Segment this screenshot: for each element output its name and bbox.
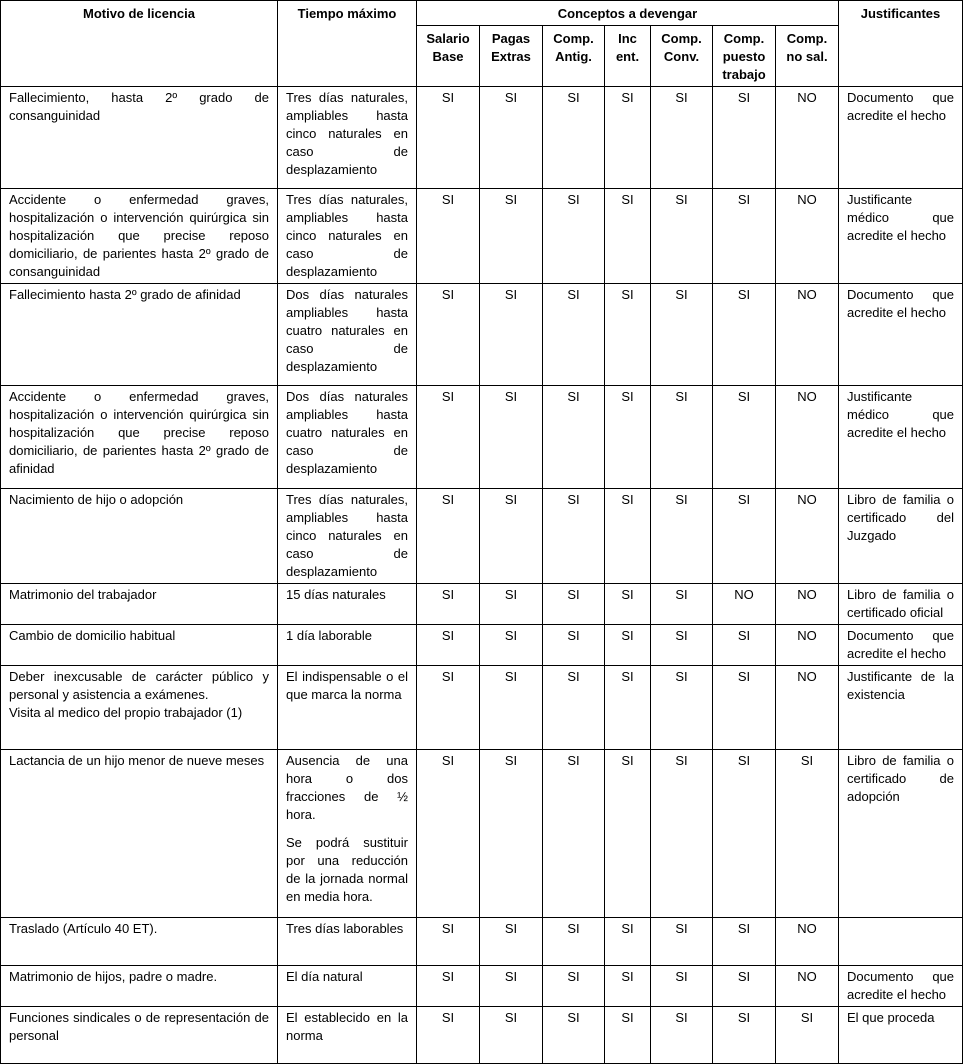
valor-cell: SI [651,918,713,966]
table-row [1,666,963,750]
justificante-cell: Documento que acredite el hecho [839,625,963,666]
valor-cell: SI [605,87,651,189]
valor-cell: SI [651,284,713,386]
table-row [1,87,963,189]
table-row [1,1007,963,1064]
tiempo-cell: El establecido en la norma [278,1007,417,1064]
valor-cell: SI [543,966,605,1007]
valor-cell: SI [543,750,605,918]
valor-cell: SI [713,625,776,666]
motivo-cell: Accidente o enfermedad graves, hospitalización o intervención quirúrgica sin hospitalización que precise reposo domiciliario, de parientes hasta 2º grado de consanguinidad [1,189,278,284]
motivo-text: Deber inexcusable de carácter público y personal y asistencia a exámenes. [9,669,269,702]
header-justificantes: Justificantes [839,1,963,87]
valor-cell: NO [776,489,839,584]
valor-cell: SI [605,625,651,666]
motivo-text-visita: Visita al medico del propio trabajador (1) [9,705,243,720]
tiempo-text-sustitucion: Se podrá sustituir por una reducción de la jornada normal en media hora. [286,835,408,904]
justificante-cell: El que proceda [839,1007,963,1064]
valor-cell: SI [651,489,713,584]
valor-cell: SI [605,666,651,750]
valor-cell: SI [417,966,480,1007]
valor-cell: SI [713,189,776,284]
tiempo-cell [278,750,417,918]
tiempo-cell: Tres días laborables [278,918,417,966]
motivo-cell: Accidente o enfermedad graves, hospitalización o intervención quirúrgica sin hospitalización que precise reposo domiciliario, de parientes hasta 2º grado de afinidad [1,386,278,489]
valor-cell: SI [543,386,605,489]
valor-cell: SI [605,489,651,584]
valor-cell: SI [713,87,776,189]
valor-cell: SI [713,386,776,489]
valor-cell: SI [713,666,776,750]
valor-cell: SI [713,284,776,386]
valor-cell: SI [605,966,651,1007]
subheader-comp-no-sal: Comp. no sal. [776,26,839,87]
valor-cell: NO [776,966,839,1007]
valor-cell: SI [417,584,480,625]
justificante-cell: Documento que acredite el hecho [839,284,963,386]
table-row [1,966,963,1007]
subheader-salario-base: Salario Base [417,26,480,87]
valor-cell: SI [605,189,651,284]
justificante-cell [839,918,963,966]
valor-cell: SI [543,284,605,386]
table-row [1,284,963,386]
valor-cell: NO [776,189,839,284]
valor-cell: SI [776,1007,839,1064]
table-row [1,489,963,584]
valor-cell: SI [713,750,776,918]
valor-cell: SI [480,386,543,489]
motivo-cell: Matrimonio del trabajador [1,584,278,625]
table-row [1,189,963,284]
valor-cell: SI [713,966,776,1007]
valor-cell: SI [417,189,480,284]
valor-cell: SI [543,189,605,284]
valor-cell: SI [605,918,651,966]
tiempo-cell: Dos días naturales ampliables hasta cuatro naturales en caso de desplazamiento [278,386,417,489]
motivo-cell: Fallecimiento hasta 2º grado de afinidad [1,284,278,386]
valor-cell: SI [480,750,543,918]
valor-cell: SI [605,1007,651,1064]
subheader-inc-ent: Inc ent. [605,26,651,87]
subheader-pagas-extras: Pagas Extras [480,26,543,87]
tiempo-cell: El indispensable o el que marca la norma [278,666,417,750]
valor-cell: SI [417,87,480,189]
valor-cell: SI [417,284,480,386]
valor-cell: SI [480,189,543,284]
valor-cell: SI [417,489,480,584]
tiempo-text: Ausencia de una hora o dos fracciones de ½ hora. [286,753,408,822]
valor-cell: SI [480,489,543,584]
tiempo-cell: 1 día laborable [278,625,417,666]
tiempo-cell: Dos días naturales ampliables hasta cuatro naturales en caso de desplazamiento [278,284,417,386]
valor-cell: SI [651,1007,713,1064]
valor-cell: SI [651,189,713,284]
valor-cell: SI [480,918,543,966]
valor-cell: SI [543,666,605,750]
valor-cell: SI [651,87,713,189]
tiempo-cell: El día natural [278,966,417,1007]
valor-cell: SI [480,284,543,386]
justificante-cell: Documento que acredite el hecho [839,87,963,189]
tiempo-cell: 15 días naturales [278,584,417,625]
valor-cell: SI [713,489,776,584]
subheader-comp-conv: Comp. Conv. [651,26,713,87]
valor-cell: SI [651,625,713,666]
table-row [1,625,963,666]
valor-cell: SI [605,750,651,918]
valor-cell: SI [605,584,651,625]
justificante-cell: Libro de familia o certificado del Juzgado [839,489,963,584]
motivo-cell: Matrimonio de hijos, padre o madre. [1,966,278,1007]
spacer [286,824,408,834]
valor-cell: NO [776,284,839,386]
valor-cell: SI [480,966,543,1007]
valor-cell: SI [543,87,605,189]
table-row [1,750,963,918]
valor-cell: NO [713,584,776,625]
tiempo-cell: Tres días naturales, ampliables hasta cinco naturales en caso de desplazamiento [278,189,417,284]
motivo-cell [1,666,278,750]
valor-cell: SI [417,750,480,918]
valor-cell: SI [480,666,543,750]
subheader-comp-puesto-trabajo: Comp. puesto trabajo [713,26,776,87]
valor-cell: SI [417,918,480,966]
valor-cell: SI [417,386,480,489]
valor-cell: SI [651,386,713,489]
header-motivo: Motivo de licencia [1,1,278,87]
motivo-cell: Fallecimiento, hasta 2º grado de consanguinidad [1,87,278,189]
valor-cell: SI [651,966,713,1007]
justificante-cell: Documento que acredite el hecho [839,966,963,1007]
valor-cell: SI [651,584,713,625]
valor-cell: SI [480,584,543,625]
valor-cell: SI [480,87,543,189]
valor-cell: SI [480,625,543,666]
subheader-comp-antig: Comp. Antig. [543,26,605,87]
valor-cell: NO [776,386,839,489]
valor-cell: SI [543,918,605,966]
motivo-cell: Traslado (Artículo 40 ET). [1,918,278,966]
justificante-cell: Justificante médico que acredite el hecho [839,189,963,284]
valor-cell: SI [417,625,480,666]
tiempo-cell: Tres días naturales, ampliables hasta cinco naturales en caso de desplazamiento [278,489,417,584]
motivo-cell: Funciones sindicales o de representación de personal [1,1007,278,1064]
valor-cell: SI [417,1007,480,1064]
motivo-cell: Lactancia de un hijo menor de nueve meses [1,750,278,918]
header-conceptos: Conceptos a devengar [417,1,839,26]
valor-cell: SI [776,750,839,918]
valor-cell: NO [776,918,839,966]
valor-cell: SI [543,625,605,666]
valor-cell: SI [713,918,776,966]
valor-cell: SI [417,666,480,750]
motivo-cell: Cambio de domicilio habitual [1,625,278,666]
justificante-cell: Justificante médico que acredite el hecho [839,386,963,489]
tiempo-cell: Tres días naturales, ampliables hasta cinco naturales en caso de desplazamiento [278,87,417,189]
justificante-cell: Libro de familia o certificado de adopción [839,750,963,918]
valor-cell: SI [543,489,605,584]
header-tiempo: Tiempo máximo [278,1,417,87]
justificante-cell: Justificante de la existencia [839,666,963,750]
valor-cell: SI [713,1007,776,1064]
valor-cell: SI [651,750,713,918]
table-row [1,386,963,489]
table-row [1,584,963,625]
justificante-cell: Libro de familia o certificado oficial [839,584,963,625]
valor-cell: NO [776,87,839,189]
valor-cell: SI [651,666,713,750]
valor-cell: SI [543,1007,605,1064]
motivo-cell: Nacimiento de hijo o adopción [1,489,278,584]
valor-cell: SI [605,386,651,489]
valor-cell: SI [480,1007,543,1064]
valor-cell: SI [605,284,651,386]
valor-cell: NO [776,584,839,625]
valor-cell: NO [776,666,839,750]
valor-cell: SI [543,584,605,625]
table-row [1,918,963,966]
valor-cell: NO [776,625,839,666]
